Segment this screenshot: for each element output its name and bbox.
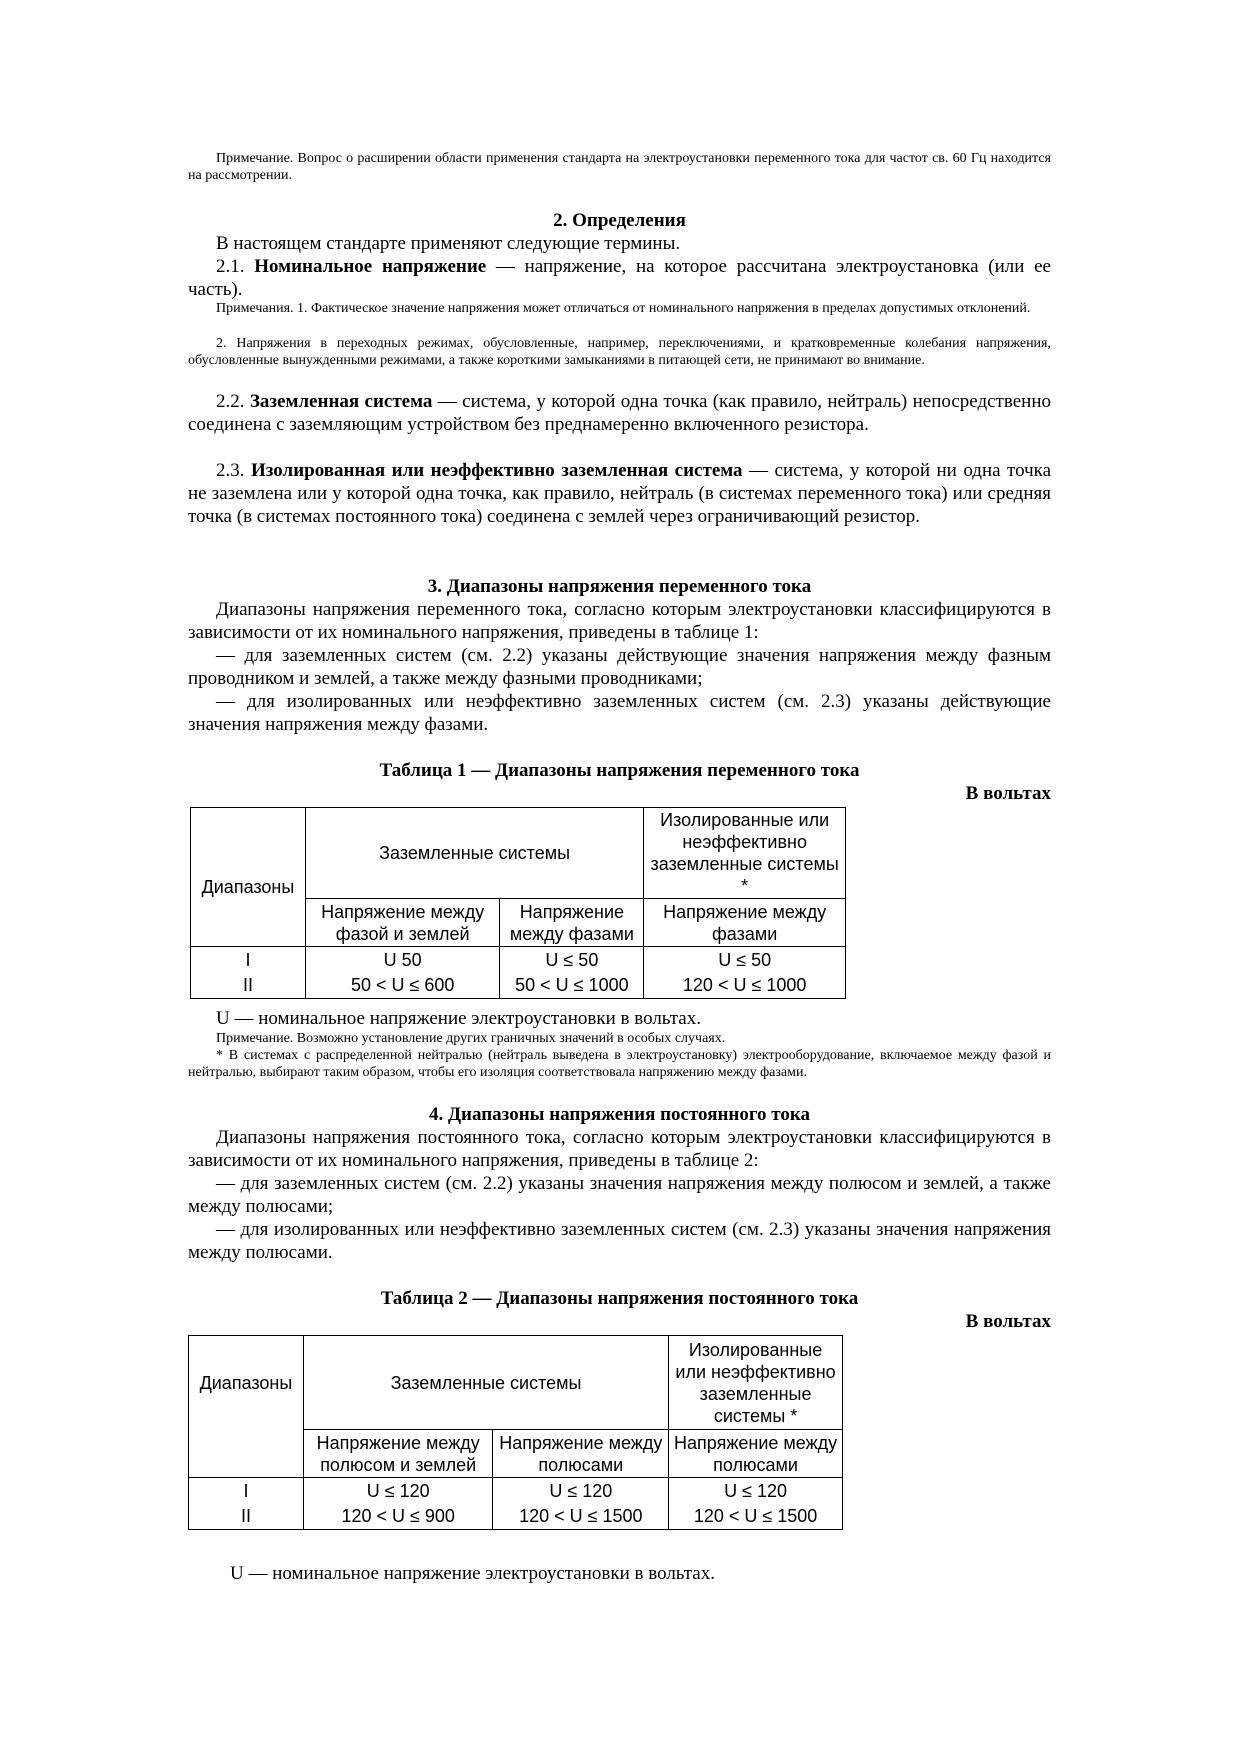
table-2-units: В вольтах — [965, 1311, 1051, 1332]
table-cell: 120 < U ≤ 900 — [303, 1504, 493, 1530]
note-top: Примечание. Вопрос о расширении области применения стандарта на электроустановки переменного тока для частот св. 60 Гц находится на рассмотрении. — [188, 151, 1051, 183]
table-cell: U ≤ 120 — [493, 1478, 669, 1504]
table-cell: U ≤ 120 — [303, 1478, 493, 1504]
table-cell: U 50 — [305, 947, 500, 973]
definition-term: Заземленная система — [249, 391, 433, 412]
table-row-range: I — [189, 1478, 304, 1504]
table-row-range: II — [191, 973, 306, 999]
table-cell: U ≤ 50 — [500, 947, 644, 973]
section-2-title: 2. Определения — [553, 210, 686, 231]
section-3-paragraph-3: — для изолированных или неэффективно заземленных систем (см. 2.3) указаны действующие значения напряжения между фазами. — [188, 691, 1051, 735]
table-cell: 120 < U ≤ 1500 — [669, 1504, 843, 1530]
table-1-header-phase-ground: Напряжение между фазой и землей — [305, 899, 500, 947]
table-cell: 50 < U ≤ 1000 — [500, 973, 644, 999]
table-cell: 50 < U ≤ 600 — [305, 973, 500, 999]
table-2-header-ranges: Диапазоны — [189, 1336, 304, 1430]
table-cell: 120 < U ≤ 1500 — [493, 1504, 669, 1530]
table-1-header-phase-phase: Напряжение между фазами — [500, 899, 644, 947]
table-cell: U ≤ 50 — [644, 947, 846, 973]
table-1-title: Таблица 1 — Диапазоны напряжения переменного тока — [379, 760, 860, 781]
definition-term: Изолированная или неэффективно заземленная система — [250, 460, 743, 481]
section-4-paragraph-3: — для изолированных или неэффективно заземленных систем (см. 2.3) указаны значения напряжения между полюсами. — [188, 1219, 1051, 1263]
table-1-header-ranges-cont — [191, 899, 306, 947]
definition-number: 2.2. — [216, 391, 245, 412]
definition-number: 2.3. — [216, 460, 245, 481]
table-1-header-ranges: Диапазоны — [191, 808, 306, 899]
table-1-header-iso-phases: Напряжение между фазами — [644, 899, 846, 947]
section-4-paragraph-2: — для заземленных систем (см. 2.2) указаны значения напряжения между полюсом и землей, а также между полюсами; — [188, 1173, 1051, 1217]
table-2 — [188, 1335, 843, 1530]
definition-2-1-note-1: Примечания. 1. Фактическое значение напряжения может отличаться от номинального напряжения в пределах допустимых отклонений. — [216, 301, 1031, 316]
definition-term: Номинальное напряжение — [254, 256, 487, 277]
table-2-legend: U — номинальное напряжение электроустановки в вольтах. — [230, 1563, 715, 1584]
table-1-legend: U — номинальное напряжение электроустановки в вольтах. — [216, 1008, 701, 1029]
table-2-title: Таблица 2 — Диапазоны напряжения постоянного тока — [380, 1288, 859, 1309]
table-2-header-pole-pole: Напряжение между полюсами — [493, 1430, 669, 1478]
table-2-header-pole-ground: Напряжение между полюсом и землей — [303, 1430, 493, 1478]
definition-2-2 — [188, 390, 1051, 436]
section-3-paragraph-2: — для заземленных систем (см. 2.2) указаны действующие значения напряжения между фазным проводником и землей, а также между фазными проводниками; — [188, 645, 1051, 689]
definition-number: 2.1. — [216, 256, 245, 277]
definition-text: — система, у которой одна точка (как правило, нейтраль) непосредственно соединена с заземляющим устройством без преднамеренно включенного резистора. — [188, 391, 1051, 435]
table-2-header-iso-poles: Напряжение между полюсами — [669, 1430, 843, 1478]
table-2-header-isolated: Изолированные или неэффективно заземленные системы * — [669, 1336, 843, 1430]
table-cell: 120 < U ≤ 1000 — [644, 973, 846, 999]
table-1-units: В вольтах — [965, 783, 1051, 804]
table-1-note: Примечание. Возможно установление других граничных значений в особых случаях. — [216, 1031, 726, 1046]
table-row-range: I — [191, 947, 306, 973]
table-2-header-grounded: Заземленные системы — [303, 1336, 668, 1430]
section-4-title: 4. Диапазоны напряжения постоянного тока — [428, 1104, 811, 1125]
table-1-header-isolated: Изолированные или неэффективно заземленные системы * — [644, 808, 846, 899]
definition-2-1-note-2: 2. Напряжения в переходных режимах, обусловленные, например, переключениями, и кратковременные колебания напряжения, обусловленные вынужденными режимами, а также короткими замыканиями в питающей сети, не принимают во внимание. — [188, 336, 1051, 368]
section-3-paragraph-1: Диапазоны напряжения переменного тока, согласно которым электроустановки классифицируются в зависимости от их номинального напряжения, приведены в таблице 1: — [188, 599, 1051, 643]
definition-2-3 — [188, 459, 1051, 528]
definition-text: — напряжение, на которое рассчитана электроустановка (или ее часть). — [188, 256, 1051, 300]
table-2-header-ranges-cont — [189, 1430, 304, 1478]
table-row-range: II — [189, 1504, 304, 1530]
section-3-title: 3. Диапазоны напряжения переменного тока — [427, 576, 812, 597]
definition-2-1 — [188, 255, 1051, 301]
table-1-footnote: * В системах с распределенной нейтралью (нейтраль выведена в электроустановку) электрооборудование, включаемое между фазой и нейтралью, выбирают таким образом, чтобы его изоляция соответствовала напряжению между фазами. — [188, 1048, 1051, 1080]
section-2-intro: В настоящем стандарте применяют следующие термины. — [216, 233, 681, 254]
table-1-header-grounded: Заземленные системы — [305, 808, 643, 899]
table-1 — [190, 807, 846, 999]
table-cell: U ≤ 120 — [669, 1478, 843, 1504]
section-4-paragraph-1: Диапазоны напряжения постоянного тока, согласно которым электроустановки классифицируются в зависимости от их номинального напряжения, приведены в таблице 2: — [188, 1127, 1051, 1171]
definition-text: — система, у которой ни одна точка не заземлена или у которой одна точка, как правило, нейтраль (в системах переменного тока) или средняя точка (в системах постоянного тока) соединена с землей через ограничивающий резистор. — [188, 460, 1052, 527]
